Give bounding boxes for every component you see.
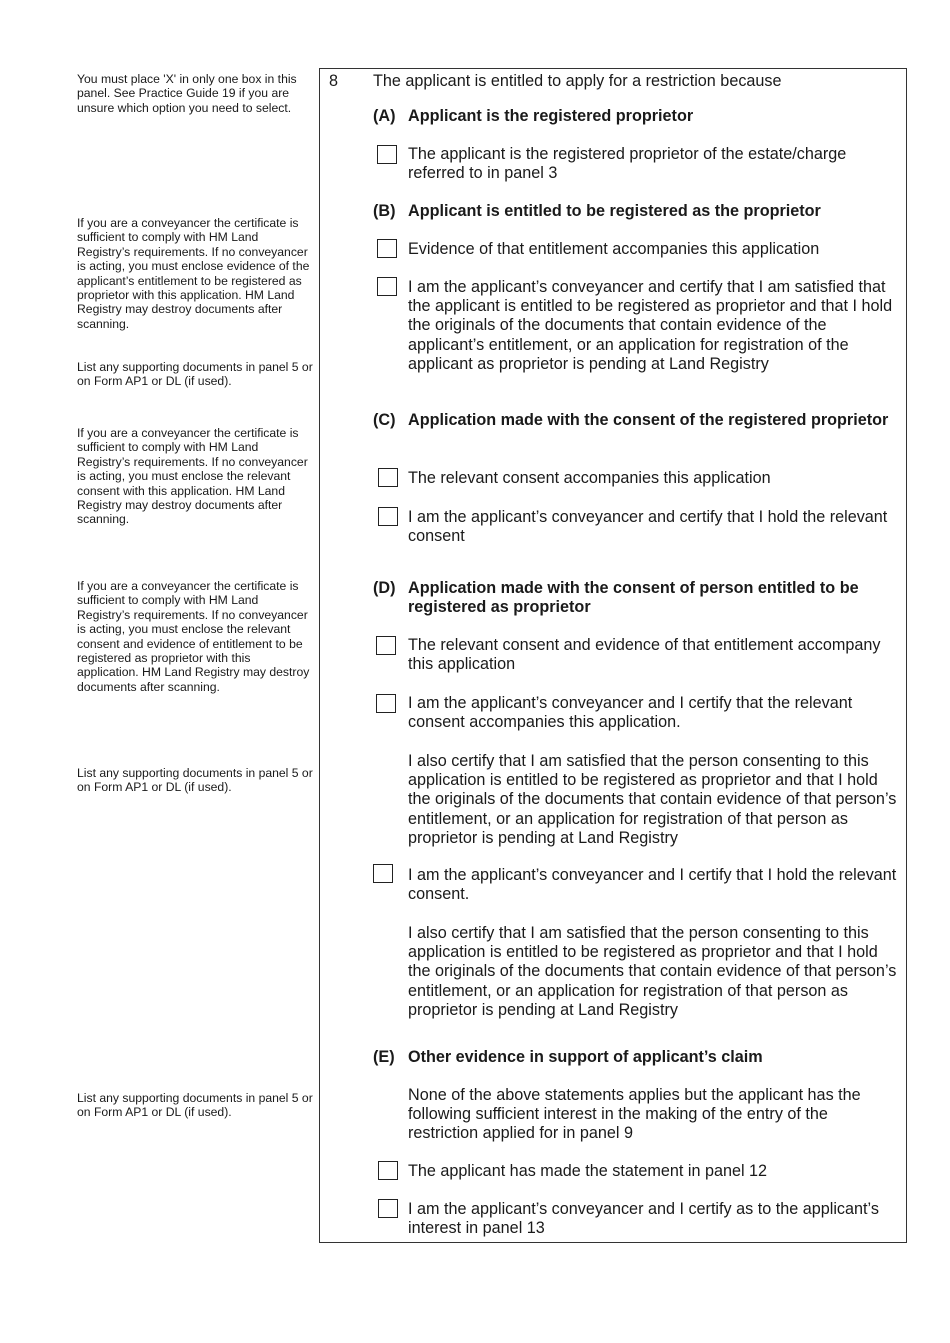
section-e-heading: Other evidence in support of applicant’s claim bbox=[408, 1048, 763, 1066]
option-e2-text: I am the applicant’s conveyancer and I certify as to the applicant’s interest in panel 13 bbox=[408, 1200, 879, 1238]
section-b-letter: (B) bbox=[373, 202, 396, 220]
note-supporting-documents-1: List any supporting documents in panel 5 or on Form AP1 or DL (if used). bbox=[77, 360, 313, 389]
note-supporting-documents-3: List any supporting documents in panel 5 or on Form AP1 or DL (if used). bbox=[77, 1091, 313, 1120]
option-d2-text: I am the applicant’s conveyancer and I certify that the relevant consent accompanies this application. bbox=[408, 694, 853, 732]
option-d3-text: I am the applicant’s conveyancer and I certify that I hold the relevant consent. bbox=[408, 866, 897, 904]
checkbox-d-conveyancer-accompanies[interactable] bbox=[376, 694, 396, 713]
option-c1-text: The relevant consent accompanies this application bbox=[408, 469, 771, 487]
note-consent: If you are a conveyancer the certificate is sufficient to comply with HM Land Registry’s requirements. If no conveyancer is acting, you must enclose the relevant consent with this application. HM Land Registry may destroy documents after scanning. bbox=[77, 426, 308, 527]
checkbox-e-statement[interactable] bbox=[378, 1161, 398, 1180]
checkbox-e-conveyancer[interactable] bbox=[378, 1199, 398, 1218]
section-a-letter: (A) bbox=[373, 107, 396, 125]
option-b2-text: I am the applicant’s conveyancer and certify that I am satisfied that the applicant is entitled to be registered as proprietor and that I hold the originals of the documents that contain evidence of the applicant’s entitlement, or an application for registration of the applicant as proprietor is pending at Land Registry bbox=[408, 278, 893, 373]
checkbox-a-registered-proprietor[interactable] bbox=[377, 145, 397, 164]
section-c-heading: Application made with the consent of the registered proprietor bbox=[408, 411, 889, 429]
checkbox-b-conveyancer[interactable] bbox=[377, 277, 397, 296]
note-supporting-documents-2: List any supporting documents in panel 5 or on Form AP1 or DL (if used). bbox=[77, 766, 313, 795]
section-d-letter: (D) bbox=[373, 579, 396, 597]
note-select-one-box: You must place 'X' in only one box in this panel. See Practice Guide 19 if you are unsure which option you need to select. bbox=[77, 72, 297, 115]
section-e-letter: (E) bbox=[373, 1048, 395, 1066]
section-d-heading: Application made with the consent of person entitled to be registered as proprietor bbox=[408, 579, 859, 617]
checkbox-b-evidence[interactable] bbox=[377, 239, 397, 258]
option-d2-extra-text: I also certify that I am satisfied that the person consenting to this application is entitled to be registered as proprietor and that I hold the originals of the documents that contain evidence of that person’s entitlement, or an application for registration of that person as proprietor is pending at Land Registry bbox=[408, 752, 897, 847]
panel-intro: The applicant is entitled to apply for a restriction because bbox=[373, 72, 782, 90]
panel-number: 8 bbox=[329, 72, 339, 90]
option-c2-text: I am the applicant’s conveyancer and certify that I hold the relevant consent bbox=[408, 508, 888, 546]
option-d3-extra-text: I also certify that I am satisfied that the person consenting to this application is entitled to be registered as proprietor and that I hold the originals of the documents that contain evidence of that person’s entitlement, or an application for registration of that person as proprietor is pending at Land Registry bbox=[408, 924, 897, 1019]
checkbox-c-conveyancer[interactable] bbox=[378, 507, 398, 526]
section-e-intro: None of the above statements applies but the applicant has the following sufficient interest in the making of the entry of the restriction applied for in panel 9 bbox=[408, 1086, 861, 1143]
note-consent-and-entitlement: If you are a conveyancer the certificate is sufficient to comply with HM Land Registry’s requirements. If no conveyancer is acting, you must enclose the relevant consent and evidence of entitlement to be registered as proprietor with this application. HM Land Registry may destroy documents after scanning. bbox=[77, 579, 310, 694]
checkbox-c-consent[interactable] bbox=[378, 468, 398, 487]
option-b1-text: Evidence of that entitlement accompanies this application bbox=[408, 240, 820, 258]
option-d1-text: The relevant consent and evidence of that entitlement accompany this application bbox=[408, 636, 881, 674]
option-e1-text: The applicant has made the statement in panel 12 bbox=[408, 1162, 768, 1180]
note-entitlement-evidence: If you are a conveyancer the certificate is sufficient to comply with HM Land Registry’s requirements. If no conveyancer is acting, you must enclose evidence of the applicant’s entitlement to be registered as proprietor with this application. HM Land Registry may destroy documents after scanning. bbox=[77, 216, 310, 331]
section-c-letter: (C) bbox=[373, 411, 396, 429]
checkbox-d-consent-evidence[interactable] bbox=[376, 636, 396, 655]
checkbox-d-conveyancer-holds[interactable] bbox=[373, 864, 393, 883]
section-b-heading: Applicant is entitled to be registered as the proprietor bbox=[408, 202, 821, 220]
section-a-heading: Applicant is the registered proprietor bbox=[408, 107, 694, 125]
option-a-text: The applicant is the registered proprietor of the estate/charge referred to in panel 3 bbox=[408, 145, 847, 183]
